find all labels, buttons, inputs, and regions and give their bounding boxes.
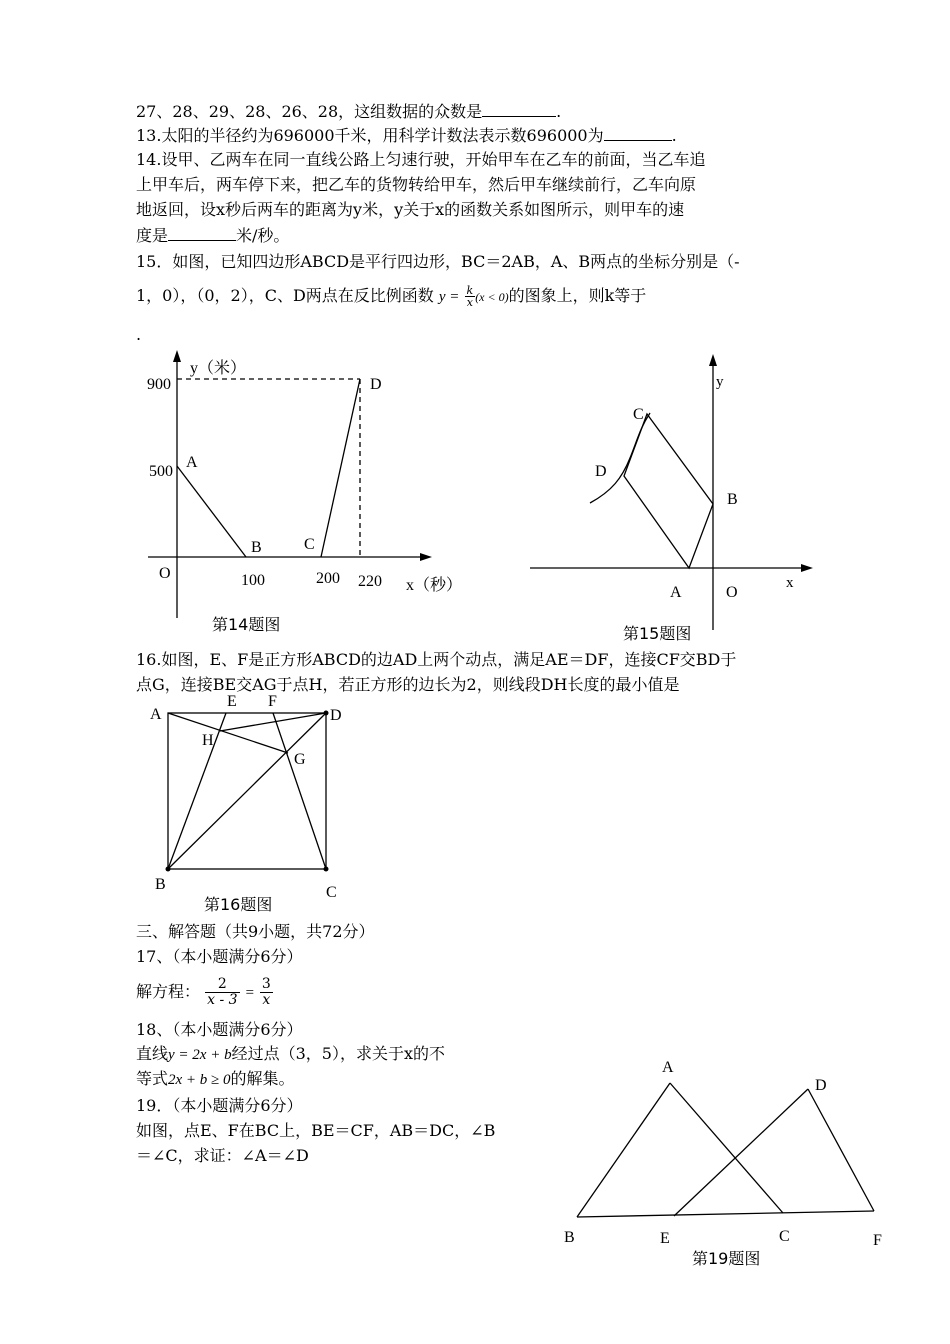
fig14-point-C: C bbox=[304, 536, 315, 553]
q12-period: . bbox=[556, 102, 562, 121]
fig16-point-H: H bbox=[202, 732, 214, 749]
q13-answer-blank bbox=[604, 125, 672, 141]
fig16-segment-DH bbox=[220, 713, 326, 731]
fig16-segment-AG bbox=[168, 713, 288, 753]
fig14-caption: 第14题图 bbox=[212, 615, 281, 634]
q18-text-1a: 直线 bbox=[136, 1044, 169, 1063]
fig19-segment-DE bbox=[674, 1089, 808, 1216]
q13-period: . bbox=[671, 126, 677, 145]
fig19-point-A: A bbox=[662, 1059, 674, 1076]
fig16-point-D: D bbox=[330, 707, 342, 724]
q14-text-after: 米/秒。 bbox=[236, 226, 290, 245]
fig14-tick-500: 500 bbox=[149, 463, 173, 480]
fig15-point-A: A bbox=[670, 584, 682, 601]
fig19-segment-AB bbox=[577, 1083, 670, 1217]
fig19-point-B: B bbox=[564, 1229, 575, 1246]
fig14-tick-900: 900 bbox=[147, 376, 171, 393]
fig14-y-arrow bbox=[173, 350, 181, 362]
q15-text-after: 的图象上，则k等于 bbox=[508, 286, 647, 305]
fig15-point-D: D bbox=[595, 463, 607, 480]
fig19-point-D: D bbox=[815, 1077, 827, 1094]
fig16-point-F: F bbox=[268, 693, 277, 710]
fig19-point-C: C bbox=[779, 1228, 790, 1245]
fig14-segment-CD bbox=[321, 379, 360, 557]
q12-answer-blank bbox=[482, 101, 556, 117]
q18-line-2 bbox=[136, 1069, 295, 1090]
fig15-x-label: x bbox=[786, 575, 794, 591]
q18-text-2b: 的解集。 bbox=[230, 1069, 295, 1088]
q17-prompt: 解方程： bbox=[136, 982, 201, 1001]
fig15-x-arrow bbox=[801, 564, 813, 572]
q17-equation-line bbox=[136, 970, 273, 1015]
fig15-y-arrow bbox=[709, 354, 717, 366]
section-3-title: 三、解答题（共9小题，共72分） bbox=[136, 922, 375, 941]
q15-line-2 bbox=[136, 278, 646, 315]
fig19-segment-AC bbox=[670, 1083, 783, 1213]
fig16-dot-D bbox=[324, 711, 329, 716]
q14-line-1: 14.设甲、乙两车在同一直线公路上匀速行驶，开始甲车在乙车的前面，当乙车追 bbox=[136, 150, 706, 169]
q18-inequality: 2x + b ≥ 0 bbox=[168, 1072, 231, 1088]
fig14-x-arrow bbox=[420, 553, 432, 561]
fig16-point-A: A bbox=[150, 706, 162, 723]
fig16-point-B: B bbox=[155, 876, 166, 893]
q18-text-2a: 等式 bbox=[136, 1069, 169, 1088]
fig16-diagonal-BD bbox=[168, 713, 326, 869]
fig15-hyperbola bbox=[590, 413, 650, 503]
fig16-dot-B bbox=[166, 867, 171, 872]
fig14-tick-200: 200 bbox=[316, 570, 340, 587]
q15-text-before: 1，0），（0，2），C、D两点在反比例函数 bbox=[136, 286, 434, 305]
q15-formula-condition: (x < 0) bbox=[475, 290, 509, 304]
fig14-point-D: D bbox=[370, 376, 382, 393]
fig19-point-E: E bbox=[660, 1230, 670, 1247]
fig14-tick-220: 220 bbox=[358, 573, 382, 590]
fig16-square bbox=[168, 713, 326, 869]
q18-equation: y = 2x + b bbox=[168, 1047, 232, 1063]
fig16-segment-CF bbox=[273, 713, 326, 869]
q19-line-1: 如图，点E、F在BC上，BE＝CF，AB＝DC，∠B bbox=[136, 1121, 496, 1140]
fig14-origin: O bbox=[159, 565, 171, 582]
q18-text-1b: 经过点（3，5），求关于x的不 bbox=[231, 1044, 445, 1063]
q15-formula-num: k bbox=[466, 284, 474, 297]
fig15-point-C: C bbox=[633, 406, 644, 423]
q18-header: 18、（本小题满分6分） bbox=[136, 1020, 303, 1039]
fig14-point-A: A bbox=[186, 454, 198, 471]
fig16-segment-BE bbox=[168, 713, 226, 869]
q14-answer-blank bbox=[168, 225, 236, 241]
q19-header: 19．（本小题满分6分） bbox=[136, 1096, 303, 1115]
q18-line-1 bbox=[136, 1044, 445, 1065]
fig14-x-label: x（秒） bbox=[406, 577, 463, 594]
q13-text: 13.太阳的半径约为696000千米，用科学计数法表示数696000为 bbox=[136, 126, 604, 145]
fig16-point-G: G bbox=[294, 751, 306, 768]
fig16-point-E: E bbox=[227, 693, 237, 710]
q16-line-1: 16.如图，E、F是正方形ABCD的边AD上两个动点，满足AE＝DF，连接CF交BD于 bbox=[136, 650, 737, 669]
fig14-tick-100: 100 bbox=[241, 572, 265, 589]
q15-line-1: 15．如图，已知四边形ABCD是平行四边形，BC＝2AB，A、B两点的坐标分别是（- bbox=[136, 252, 740, 271]
fig19-base-line bbox=[577, 1211, 874, 1217]
question-13-line bbox=[136, 125, 677, 146]
fig15-caption: 第15题图 bbox=[623, 624, 692, 643]
q14-line-4 bbox=[136, 225, 289, 246]
q12-text: 27、28、29、28、26、28，这组数据的众数是 bbox=[136, 102, 483, 121]
fig16-dot-C bbox=[324, 867, 329, 872]
fig15-y-label: y bbox=[716, 374, 724, 390]
q17-rhs-den: x bbox=[262, 992, 271, 1008]
q15-line-3: . bbox=[136, 325, 142, 344]
fig14-segment-AB bbox=[177, 466, 246, 557]
q16-line-2: 点G，连接BE交AG于点H，若正方形的边长为2，则线段DH长度的最小值是 bbox=[136, 675, 680, 694]
q14-text-before: 度是 bbox=[136, 226, 169, 245]
fig14-point-B: B bbox=[251, 539, 262, 556]
q17-header: 17、（本小题满分6分） bbox=[136, 947, 303, 966]
q14-line-3: 地返回，设x秒后两车的距离为y米，y关于x的函数关系如图所示，则甲车的速 bbox=[136, 200, 685, 219]
q17-lhs-den: x - 3 bbox=[207, 992, 238, 1008]
q17-lhs-num: 2 bbox=[205, 977, 239, 993]
fig14-y-label: y（米） bbox=[190, 360, 247, 377]
q15-formula-fraction bbox=[465, 285, 476, 308]
q17-lhs-fraction bbox=[205, 977, 239, 1008]
fig16-caption: 第16题图 bbox=[204, 895, 273, 914]
q19-line-2: ＝∠C，求证：∠A＝∠D bbox=[136, 1146, 309, 1165]
q15-formula-den: x bbox=[466, 296, 473, 309]
fig15-parallelogram bbox=[624, 414, 713, 568]
q15-formula-y: y = bbox=[438, 289, 460, 305]
fig19-segment-DF bbox=[808, 1089, 874, 1211]
fig16-point-C: C bbox=[326, 884, 337, 901]
fig15-point-B: B bbox=[727, 491, 738, 508]
fig19-caption: 第19题图 bbox=[692, 1249, 761, 1268]
q17-rhs-fraction bbox=[260, 977, 273, 1008]
fig15-origin: O bbox=[726, 584, 738, 601]
q17-equals: = bbox=[244, 985, 255, 1001]
q14-line-2: 上甲车后，两车停下来，把乙车的货物转给甲车，然后甲车继续前行，乙车向原 bbox=[136, 175, 697, 194]
question-12-line bbox=[136, 101, 561, 122]
q17-rhs-num: 3 bbox=[261, 976, 271, 992]
fig19-point-F: F bbox=[873, 1232, 882, 1249]
